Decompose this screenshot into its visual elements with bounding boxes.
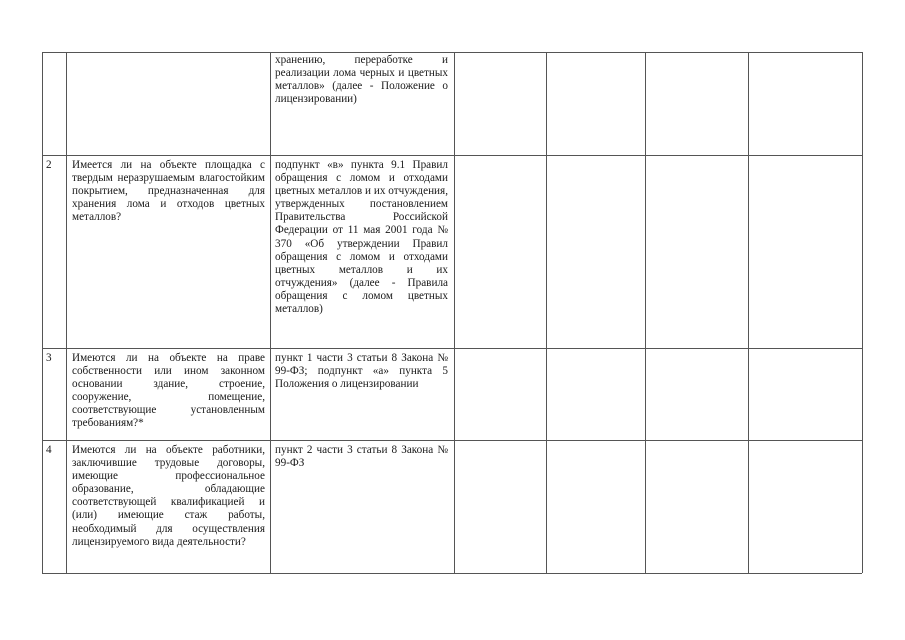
column-divider-number <box>66 52 67 573</box>
row-reference: подпункт «в» пункта 9.1 Правил обращения с ломом и отходами цветных металлов и их отчуждения, утвержденных постановлением Правительства Российской Федерации от 11 мая 2001 года № 370 «Об утверждении Правил обращения с ломом и отходами цветных металлов и их отчуждения» (далее - Правила обращения с ломом цветных металлов) <box>275 159 448 316</box>
row-question: Имеются ли на объекте работники, заключившие трудовые договоры, имеющие профессиональное образование, обладающие соответствующей квалификацией и (или) имеющие стаж работы, необходимый для осуществления лицензируемого вида деятельности? <box>72 444 265 548</box>
row-divider-3 <box>42 348 862 349</box>
row-divider-2 <box>42 155 862 156</box>
table-top-border <box>42 52 862 53</box>
row-question: Имеется ли на объекте площадка с твердым неразрушаемым влагостойким покрытием, предназначенная для хранения лома и отходов цветных металлов? <box>72 159 265 224</box>
row-reference: пункт 1 части 3 статьи 8 Закона № 99-ФЗ; подпункт «а» пункта 5 Положения о лицензировании <box>275 352 448 391</box>
row-number: 3 <box>46 352 52 364</box>
column-divider-reference <box>454 52 455 573</box>
column-divider-7 <box>748 52 749 573</box>
table-bottom-border <box>42 573 862 574</box>
row-number: 2 <box>46 159 52 171</box>
table-right-border <box>862 52 863 573</box>
row-reference: пункт 2 части 3 статьи 8 Закона № 99-ФЗ <box>275 444 448 470</box>
column-divider-5 <box>546 52 547 573</box>
column-divider-6 <box>645 52 646 573</box>
table-left-border <box>42 52 43 573</box>
row-number: 4 <box>46 444 52 456</box>
row-question: Имеются ли на объекте на праве собственности или ином законном основании здание, строение, сооружение, помещение, соответствующие установленным требованиям?* <box>72 352 265 430</box>
column-divider-question <box>270 52 271 573</box>
row-divider-4 <box>42 440 862 441</box>
row-reference: хранению, переработке и реализации лома черных и цветных металлов» (далее - Положение о лицензировании) <box>275 54 448 106</box>
